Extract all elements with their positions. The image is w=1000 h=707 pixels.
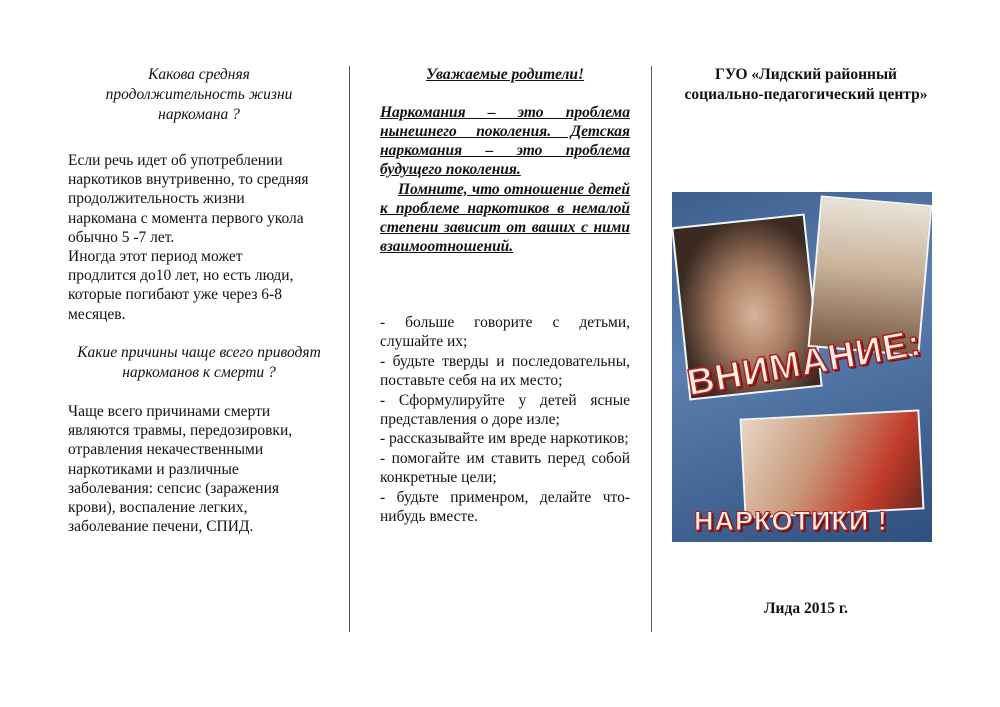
poster-photo-syringe xyxy=(740,409,925,518)
list-item: - будьте тверды и последовательны, поставьте себя на их место; xyxy=(380,352,630,390)
text-line: заболевания: сепсис (заражения xyxy=(68,479,280,497)
text-line: отравления некачественными xyxy=(68,441,264,459)
parents-heading: Уважаемые родители! xyxy=(425,66,585,83)
list-item: - помогайте им ставить перед собой конкретные цели; xyxy=(380,449,630,487)
list-item: - рассказывайте им вреде наркотиков; xyxy=(380,430,629,448)
text-line: Иногда этот период может xyxy=(68,248,243,266)
text-line: месяцев. xyxy=(68,305,126,323)
poster-word-attention: ВНИМАНИЕ: xyxy=(684,321,925,404)
life-expectancy-text xyxy=(68,151,330,324)
text-line: обычно 5 -7 лет. xyxy=(68,228,175,246)
text-line: наркотиками и различные xyxy=(68,460,239,478)
death-causes-text xyxy=(68,402,330,536)
addiction-problem-text: Наркомания – это проблема нынешнего поколения. Детская наркомания – это проблема будущего поколения. xyxy=(380,104,630,178)
text-line: продолжительность жизни xyxy=(68,190,245,208)
fold-divider-right xyxy=(651,66,652,632)
list-item: - больше говорите с детьми, слушайте их; xyxy=(380,314,630,351)
anti-drug-poster xyxy=(672,192,932,542)
question-life-expectancy-title: Какова средняя продолжительность жизни наркомана ? xyxy=(105,66,293,123)
list-item: - Сформулируйте у детей ясные представления о доре изле; xyxy=(380,391,630,429)
text-line: продлится до10 лет, но есть люди, xyxy=(68,267,294,285)
text-line: заболевание печени, СПИД. xyxy=(68,518,254,536)
text-line: крови), воспаление легких, xyxy=(68,499,248,517)
text-line: наркомана с момента первого укола xyxy=(68,209,304,227)
fold-divider-left xyxy=(349,66,350,632)
text-line: являются травмы, передозировки, xyxy=(68,422,293,440)
city-year: Лида 2015 г. xyxy=(764,600,848,617)
organization-name: ГУО «Лидский районный социально-педагогический центр» xyxy=(684,66,928,103)
text-line: Если речь идет об употреблении xyxy=(68,152,283,169)
text-line: Чаще всего причинами смерти xyxy=(68,403,271,420)
parent-tips-list xyxy=(380,313,630,526)
text-line: которые погибают уже через 6-8 xyxy=(68,286,282,304)
poster-word-drugs: НАРКОТИКИ ! xyxy=(694,506,888,536)
question-death-causes-title: Какие причины чаще всего приводят наркоманов к смерти ? xyxy=(77,344,321,381)
list-item: - будьте применром, делайте что-нибудь вместе. xyxy=(380,488,630,526)
text-line: наркотиков внутривенно, то средняя xyxy=(68,171,309,189)
remember-text: Помните, что отношение детей к проблеме наркотиков в немалой степени зависит от ваших с ними взаимоотношений. xyxy=(380,181,630,255)
